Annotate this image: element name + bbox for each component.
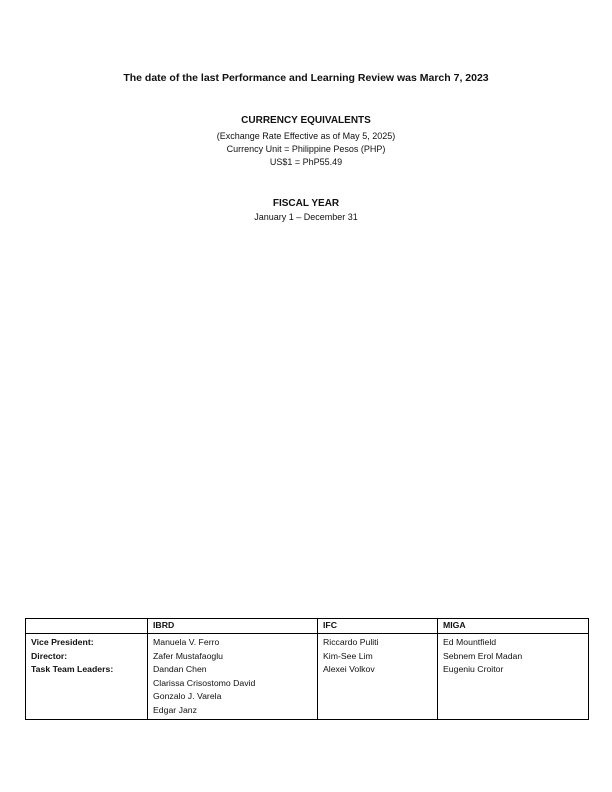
- review-date-heading: The date of the last Performance and Learning Review was March 7, 2023: [123, 72, 489, 84]
- vice-president-label: Vice President:: [31, 637, 94, 647]
- ifc-vice-president: Riccardo Puliti: [323, 637, 379, 647]
- currency-equivalents-section: [0, 114, 612, 169]
- table-body-row: [26, 634, 589, 720]
- miga-director: Sebnem Erol Madan: [443, 650, 523, 661]
- ibrd-vice-president: Manuela V. Ferro: [153, 637, 220, 647]
- ifc-names-cell: [318, 634, 438, 720]
- miga-vice-president: Ed Mountfield: [443, 637, 497, 647]
- table-header-row: [26, 619, 589, 634]
- task-team-leaders-label: Task Team Leaders:: [31, 664, 114, 674]
- ibrd-task-team-leader: Clarissa Crisostomo David: [153, 677, 256, 688]
- ibrd-task-team-leader: Edgar Janz: [153, 704, 197, 715]
- fiscal-year-section: [0, 197, 612, 224]
- exchange-rate-note: (Exchange Rate Effective as of May 5, 2025): [216, 131, 396, 141]
- exchange-rate: US$1 = PhP55.49: [269, 157, 343, 167]
- header-miga: MIGA: [438, 619, 589, 634]
- currency-unit: Currency Unit = Philippine Pesos (PHP): [226, 144, 386, 154]
- ifc-director: Kim-See Lim: [323, 650, 373, 661]
- fiscal-year-heading: FISCAL YEAR: [272, 198, 340, 209]
- ibrd-director: Zafer Mustafaoglu: [153, 650, 224, 661]
- team-table: [25, 618, 589, 720]
- ibrd-task-team-leader: Dandan Chen: [153, 664, 207, 674]
- header-ibrd: IBRD: [148, 619, 318, 634]
- ibrd-task-team-leader: Gonzalo J. Varela: [153, 691, 222, 701]
- currency-heading: CURRENCY EQUIVALENTS: [241, 115, 371, 126]
- ibrd-names-cell: [148, 634, 318, 720]
- role-labels-cell: [26, 634, 148, 720]
- miga-task-team-leader: Eugeniu Croitor: [443, 664, 504, 674]
- fiscal-year-range: January 1 – December 31: [254, 212, 358, 222]
- miga-names-cell: [438, 634, 589, 720]
- header-ifc: IFC: [318, 619, 438, 634]
- director-label: Director:: [31, 650, 68, 661]
- header-blank-cell: [26, 619, 148, 634]
- ifc-task-team-leader: Alexei Volkov: [323, 664, 375, 674]
